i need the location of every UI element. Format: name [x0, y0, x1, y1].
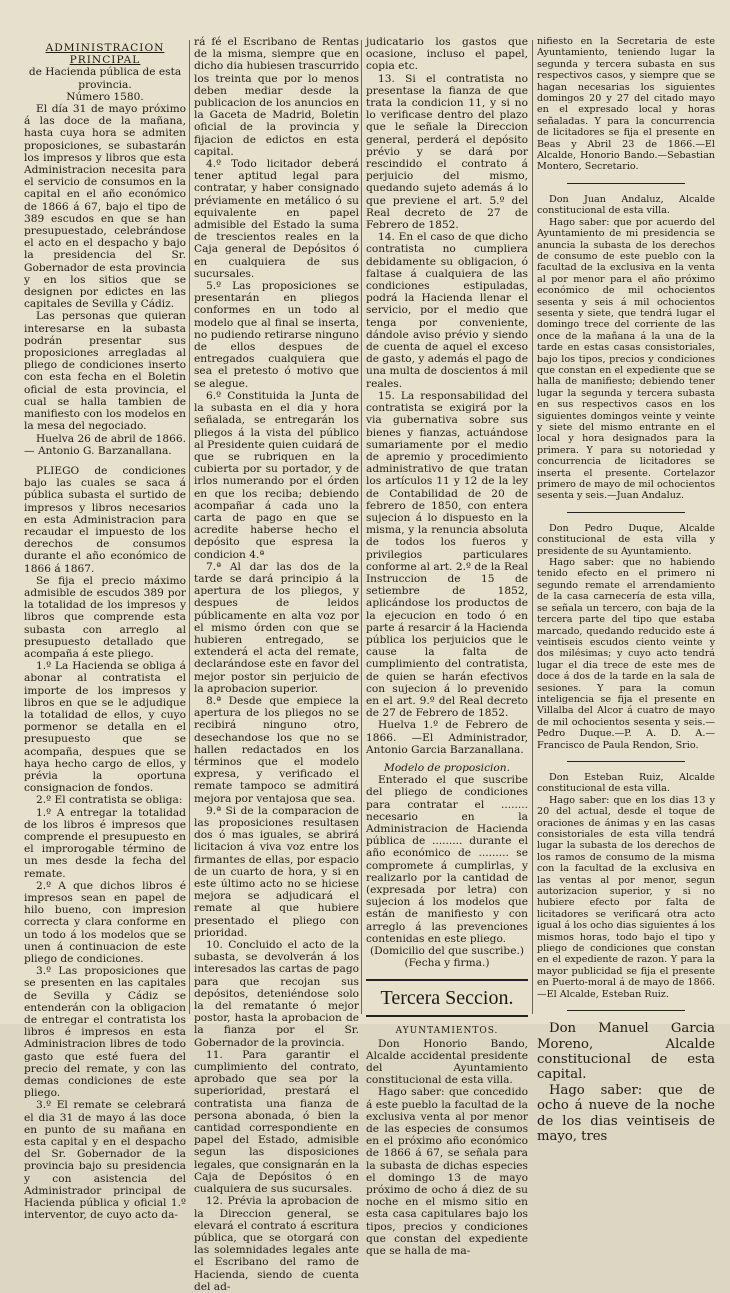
column-4	[537, 36, 715, 1144]
paragraph: 2.º A que dichos libros é impresos sean en papel de hilo bueno, con impresion correcta y clara conforme en un todo á los modelos que se unen á continuacion de este pliego de condiciones.	[24, 879, 186, 966]
paragraph: 13. Si el contratista no presentase la fianza de que trata la condicion 11, y si no lo verificase dentro del plazo que le señale la Direccion general, perderá el depósito prévio y se dará por rescindido el contrato á perjuicio del mismo, quedando sujeto además á lo que previene el art. 5.º del Real decreto de 27 de Febrero de 1852.	[366, 72, 528, 232]
model-title: Modelo de proposicion.	[384, 761, 510, 774]
column-rule	[189, 40, 190, 1014]
paragraph: Hago saber: que de ocho á nueve de la noche de los dias veintiseis de mayo, tres	[537, 1082, 715, 1144]
signature: Huelva 1.º de Febrero de 1866. —El Administrador, Antonio Garcia Barzanallana.	[366, 719, 528, 756]
paragraph: 15. La responsabilidad del contratista se exigirá por la via gubernativa sobre sus bienes y fianzas, actuándose sumariamente por el medio de apremio y procedimiento administrativo de que tratan los artículos 11 y 12 de la ley de Contabilidad de 20 de febrero de 1850, con entera sujecion á lo dispuesto en la misma, y la renuncia absoluta de todos los fueros y privilegios particulares conforme al art. 2.º de la Real Instruccion de 15 de setiembre de 1852, aplicándose los productos de la ejecucion en todo ó en parte á resarcir á la Hacienda pública los perjuicios que le cause la falta de cumplimiento del contratista, de quien se harán efectivos con sujecion á lo prevenido en el art. 9.º del Real decreto de 27 de Febrero de 1852.	[366, 389, 528, 720]
paragraph: 2.º El contratista se obliga:	[36, 794, 183, 807]
paragraph: 10. Concluido el acto de la subasta, se devolverán á los interesados las cartas de pago para que recojan sus depósitos, deteniéndose solo la del rematante ó mejor postor, hasta la aprobacion de la fianza por el Sr. Gobernador de la provincia.	[194, 939, 359, 1049]
subsection-heading: AYUNTAMIENTOS.	[395, 1026, 499, 1037]
paragraph: 12. Prévia la aprobacion de la Direccion general, se elevará el contrato á escritura pública, que se otorgará con las solemnidades legales ante el Escribano del ramo de Hacienda, siendo de cuenta del ad-	[194, 1195, 359, 1293]
paragraph: 14. En el caso de que dicho contratista no cumpliera debidamente su obligacion, ó faltase á cualquiera de las condiciones estipuladas, podrá la Hacienda llenar el servicio, por el medio que tenga por conveniente, dándole aviso prévio y siendo de cuenta de aquel el exceso de gasto, y además el pago de una multa de doscientos á mil reales.	[366, 231, 528, 390]
paragraph: 5.º Las proposiciones se presentarán en pliegos conformes en un todo al modelo que al final se inserta, no pudiendo retirarse ninguno de ellos despues de entregados cualquiera que sea el pretesto ó motivo que se alegue.	[194, 280, 359, 390]
section-subheading: de Hacienda pública de esta provincia.	[28, 66, 182, 91]
paragraph: Las personas que quieran interesarse en la subasta podrán presentar sus proposiciones arregladas al pliego de condiciones inserto con esta fecha en el Boletin oficial de esta provincia, el cual se halla tambien de manifiesto con los modelos en la mesa del negociado.	[24, 310, 186, 433]
section-title: Tercera Seccion.	[366, 979, 528, 1017]
paragraph: nifiesto en la Secretaria de este Ayuntamiento, teniendo lugar la segunda y tercera subasta en sus respectivos casos, y siempre que se hagan necesarias los siguientes domingos 20 y 27 del citado mayo en el expresado local y horas señaladas. Y para la concurrencia de licitadores se fija el presente en Beas y Abril 23 de 1866.—El Alcalde, Honorio Bando.—Sebastian Montero, Secretario.	[537, 36, 715, 173]
paragraph: 9.ª Si de la comparacion de las proposiciones resultasen dos ó mas iguales, se abrirá licitacion á viva voz entre los firmantes de ellas, por espacio de un cuarto de hora, y si en este último acto no se hiciese mejora se adjudicará el remate al que hubiere presentado el pliego con prioridad.	[194, 804, 359, 939]
paragraph: Hago saber: que por acuerdo del Ayuntamiento de mi presidencia se anuncia la subasta de los derechos de consumo de este pueblo con la facultad de la exclusiva en la venta al por menor para el año próximo económico de mil ochocientos sesenta y seis á mil ochocientos sesenta y siete, que tendrá lugar el domingo trece del corriente de las once de la mañana á la una de la tarde en estas casas consistoriales, bajo los tipos, precios y condiciones que constan en el expediente que se halla de manifiesto; debiendo tener lugar la segunda y tercera subasta en sus respectivos casos en los siguientes domingos veinte y veinte y siete del mismo entrante en el local y hora designados para la primera. Y para su notoriedad y concurrencia de licitadores se inserta el presente. Cortelazor primero de mayo de mil ochocientos sesenta y seis.—Juan Andaluz.	[537, 216, 715, 502]
paragraph: Hago saber: que en los dias 13 y 20 del actual, desde el toque de oraciones de ánimas y en las casas consistoriales de esta villa tendrá lugar la subasta de los derechos de los ramos de consumo de la misma con la facultad de la exclusiva en las ventas al por menor, segun autorizacion superior, y si no hubiere efecto por falta de licitadores se verificará otra acto igual á los ocho dias siguientes á los mismos horas, todo bajo el tipo y pliego de condiciones que constan en el expediente de razon. Y para la mayor publicidad se fija el presente en Puerto-moral á de mayo de 1866.—El Alcalde, Esteban Ruiz.	[537, 794, 715, 1000]
model-footer: (Domicilio del que suscribe.) (Fecha y firma.)	[370, 945, 524, 970]
notice-number: Número 1580.	[66, 90, 144, 103]
column-rule	[361, 40, 362, 1014]
paragraph: Don Esteban Ruiz, Alcalde constitucional de esta villa.	[537, 771, 715, 795]
paragraph: 4.º Todo licitador deberá tener aptitud legal para contratar, y haber consignado préviamente en metálico ó su equivalente en papel admisible del Estado la suma de trescientos reales en la Caja general de Depósitos ó en cualquiera de sus sucursales.	[194, 158, 359, 280]
paragraph: Don Honorio Bando, Alcalde accidental presidente del Ayuntamiento constitucional de esta villa.	[366, 1037, 528, 1087]
signature: Huelva 26 de abril de 1866.— Antonio G. Barzanallana.	[24, 432, 186, 457]
paragraph: judicatario los gastos que ocasione, incluso el papel, copia etc.	[366, 36, 528, 73]
paragraph: Don Juan Andaluz, Alcalde constitucional de esta villa.	[537, 193, 715, 217]
paragraph: 1.º La Hacienda se obliga á abonar al contratista el importe de los impresos y libros en que se le adjudique la totalidad de ellos, y cuyo pormenor se detalla en el presupuesto que se acompaña, despues que se haya hecho cargo de ellos, y prévia la oportuna consignacion de fondos.	[24, 660, 186, 795]
section-heading: ADMINISTRACION PRINCIPAL	[45, 42, 165, 67]
column-1	[24, 36, 186, 1222]
paragraph: 7.ª Al dar las dos de la tarde se dará principio á la apertura de los pliegos, y despues de leidos públicamente en alta voz por el mismo órden con que se hubieren entregado, se extenderá el acta del remate, declarándose este en favor del mejor postor sin perjuicio de la aprobacion superior.	[194, 560, 359, 695]
paragraph: 3.º El remate se celebrará el dia 31 de mayo á las doce en punto de su mañana en esta capital y en el despacho del Sr. Gobernador de la provincia bajo su presidencia y con asistencia del Administrador principal de Hacienda pública y oficial 1.º interventor, de cuyo acto da-	[24, 1099, 186, 1222]
separator	[567, 183, 685, 184]
model-text: Enterado el que suscribe del pliego de condiciones para contratar el ........ necesario en la Administracion de Hacienda pública de ......... durante el año económico de ......... se compromete á cumplirlas, y realizarlo por la cantidad de (expresada por letra) con sujecion á los modelos que están de manifiesto y con arreglo á las prevenciones contenidas en este pliego.	[366, 774, 528, 945]
paragraph: El día 31 de mayo próximo á las doce de la mañana, hasta cuya hora se admiten proposiciones, se subastarán los impresos y libros que esta Administracion necesita para el servicio de consumos en la capital en el año económico de 1866 á 67, bajo el tipo de 389 escudos en que se han presupuestado, celebrándose el acto en el despacho y bajo la presidencia del Sr. Gobernador de esta provincia y en los sitios que se designen por edictes en las capitales de Sevilla y Cádiz.	[24, 103, 186, 311]
paragraph: 6.º Constituida la Junta de la subasta en el dia y hora señalada, se entregarán los pliegos á la vista del público al Presidente quien cuidará de que se rubriquen en la cubierta por su portador, y de irlos numerando por el órden en que los reciba; debiendo acompañar á cada uno la carta de pago en que se acredite haberse hecho el depósito que espresa la condicion 4.ª	[194, 389, 359, 561]
separator	[567, 1010, 685, 1011]
column-rule	[532, 40, 533, 1014]
paragraph: 8.ª Desde que empiece la apertura de los pliegos no se recibirá ninguno otro, desechandose los que no se hallen redactados en los términos que el modelo expresa, y verificado el remate tampoco se admitirá mejora por ventajosa que sea.	[194, 694, 359, 805]
paragraph: 11. Para garantir el cumplimiento del contrato, aprobado que sea por la superioridad, prestará el contratista una fianza de persona abonada, ó bien la cantidad correspondiente en papel del Estado, admisible segun las disposiciones legales, que consignarán en la Caja de Depósitos ó en cualquiera de sus sucursales.	[194, 1048, 359, 1196]
separator	[567, 761, 685, 762]
paragraph: rá fé el Escribano de Rentas de la misma, siempre que en dicho dia hubiesen trascurrido los treinta que por lo menos deben mediar desde la publicacion de los anuncios en la Gaceta de Madrid, Boletin oficial de la provincia y fijacion de edictos en esta capital.	[194, 36, 360, 158]
paragraph: Hago saber: que no habiendo tenido efecto en el primero ni segundo remate el arrendamiento de la casa carnecería de esta villa, se señala un tercero, con baja de la tercera parte del tipo que estaba marcado, quedando reducido este á veintiseis escudos ciento veinte y dos milésimas; y cuyo acto tendrá lugar el dia trece de este mes de doce á dos de la tarde en la sala de sesiones. Y para la comun inteligencia se fija el presente en Villalba del Alcor á cuatro de mayo de mil ochocientos sesenta y seis.—Pedro Duque.—P. A. D. A.—Francisco de Paula Rendon, Srio.	[537, 557, 715, 751]
paragraph: Se fija el precio máximo admisible de escudos 389 por la totalidad de los impresos y libros que comprende esta subasta con arreglo al presupuesto detallado que acompaña á este pliego.	[24, 574, 186, 660]
paragraph: Don Manuel Garcia Moreno, Alcalde constitucional de esta capital.	[537, 1021, 715, 1083]
paragraph: Hago saber: que concedido á este pueblo la facultad de la exclusiva venta al por menor de las especies de consumos en el próximo año económico de 1866 á 67, se señala para la subasta de dichas especies el domingo 13 de mayo próximo de ocho á diez de su noche en el mismo sitio en esta casa capitulares bajo los tipos, precios y condiciones que constan del expediente que se halla de ma-	[366, 1086, 528, 1258]
separator	[567, 512, 685, 513]
paragraph: PLIEGO de condiciones bajo las cuales se saca á pública subasta el surtido de impresos y libros necesarios en esta Administracion para recaudar el impuesto de los derechos de consumos durante el año económico de 1866 á 1867.	[24, 464, 186, 575]
paragraph: 3.º Las proposiciones que se presenten en las capitales de Sevilla y Cádiz se entenderán con la obligacion de entregar el contratista los libros é impresos en esta Administracion libres de todo gasto que esté fuera del precio del remate, y con las demas condiciones de este pliego.	[24, 965, 186, 1100]
column-3	[366, 36, 528, 1258]
column-2	[194, 36, 360, 1293]
paragraph: 1.º A entregar la totalidad de los libros é impresos que comprende el presupuesto en el improrogable término de un mes desde la fecha del remate.	[24, 806, 186, 880]
paragraph: Don Pedro Duque, Alcalde constitucional de esta villa y presidente de su Ayuntamiento.	[537, 522, 715, 557]
